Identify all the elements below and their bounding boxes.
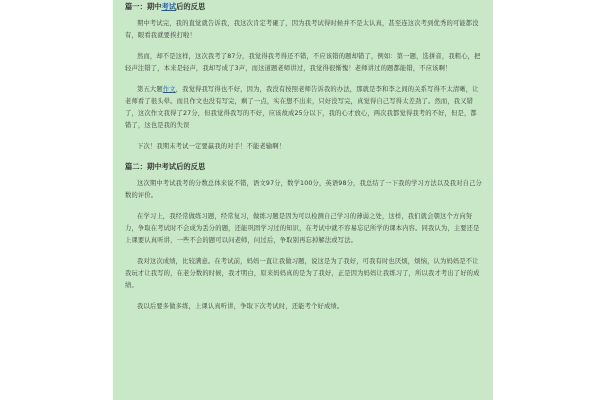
article-page [113,0,493,400]
essay2-paragraph-1: 这次期中考试我考的分数总体来说不错，语文97分，数学100分，英语98分，我总结了一下我的学习方法以及我对自己分数的评价。 [125,180,482,199]
essay1-title-prefix: 篇一：期中 [125,2,162,11]
essay1-paragraph-1: 期中考试完，我的直觉就告诉我，我这次肯定考砸了，因为我考试得时候并不是太认真，甚至连这次考到优秀的可能都没有，眼看我就要挨打啦！ [125,20,479,39]
essay1-paragraph-4: 下次！我期末考试一定要赢我的对手！不能老输啊！ [137,143,286,150]
essay1-title-suffix: 后的反思 [176,2,206,11]
essay1-p3-post: ，我觉得我写得也不好，因为，我没有按照老师告诉我的办法，那就是李和李之间的关系写得不太清晰，让老师看了很头晕。而且作文也没有写完，剩了一点，实在想不出来，只好没写完，真觉得自己写得太差劲了。然而，我又错了，这次作文我得了27分，但我觉得我写的不好，应该故成25分以下，我的心才放心，两次我都觉得我考的不好，但是，都错了，这也是我的失误 [125,86,479,129]
essay1-p3-pre: 第五大题 [137,86,163,93]
essay1-p3-link[interactable]: 作文 [162,86,176,93]
essay2-paragraph-4: 我以后要多做多练，上课认真听讲，争取下次考试时，还能考个好成绩。 [137,303,344,310]
essay1-paragraph-2: 然而，却不是这样，这次我考了87分，我觉得我考得还不错，不应该错的题却错了，例如：第一题，选拼音，我粗心，把轻声注错了，本来是轻声，我却写成了3声，而这道题老师讲过，我觉得很惭愧！老师讲过的题都能错，不应该啊！ [125,53,481,72]
essay2-title: 篇二：期中考试后的反思 [125,162,206,171]
essay1-title-link[interactable]: 考试 [161,2,177,11]
essay2-paragraph-3: 我对这次成绩，比较满意。在考试前，妈妈一直让我做习题，说这是为了我好，可我有时也厌烦，烦恼，认为妈妈是不让我玩才让我写的，在老分数的时候，我才明白，原来妈妈真的是为了我好，正是因为妈妈让我练习了，所以我才考出了好的成绩。 [125,258,480,289]
essay2-paragraph-2: 在学习上，我经常做练习题，经常复习，做练习题是因为可以检测自己学习的薄弱之处，这样，我们就会朝这个方向努力，争取在考试时不会成为丢分的题，还能巩固学习过的知识，在考试中就不容易忘记所学的课本内容。同我认为，主要还是上课要认真听讲，一些不会的题可以问老师，问过后，争取别再忘掉解法或写法。 [125,213,480,244]
essay1-title [125,2,483,12]
essay1-paragraph-3 [125,84,483,132]
